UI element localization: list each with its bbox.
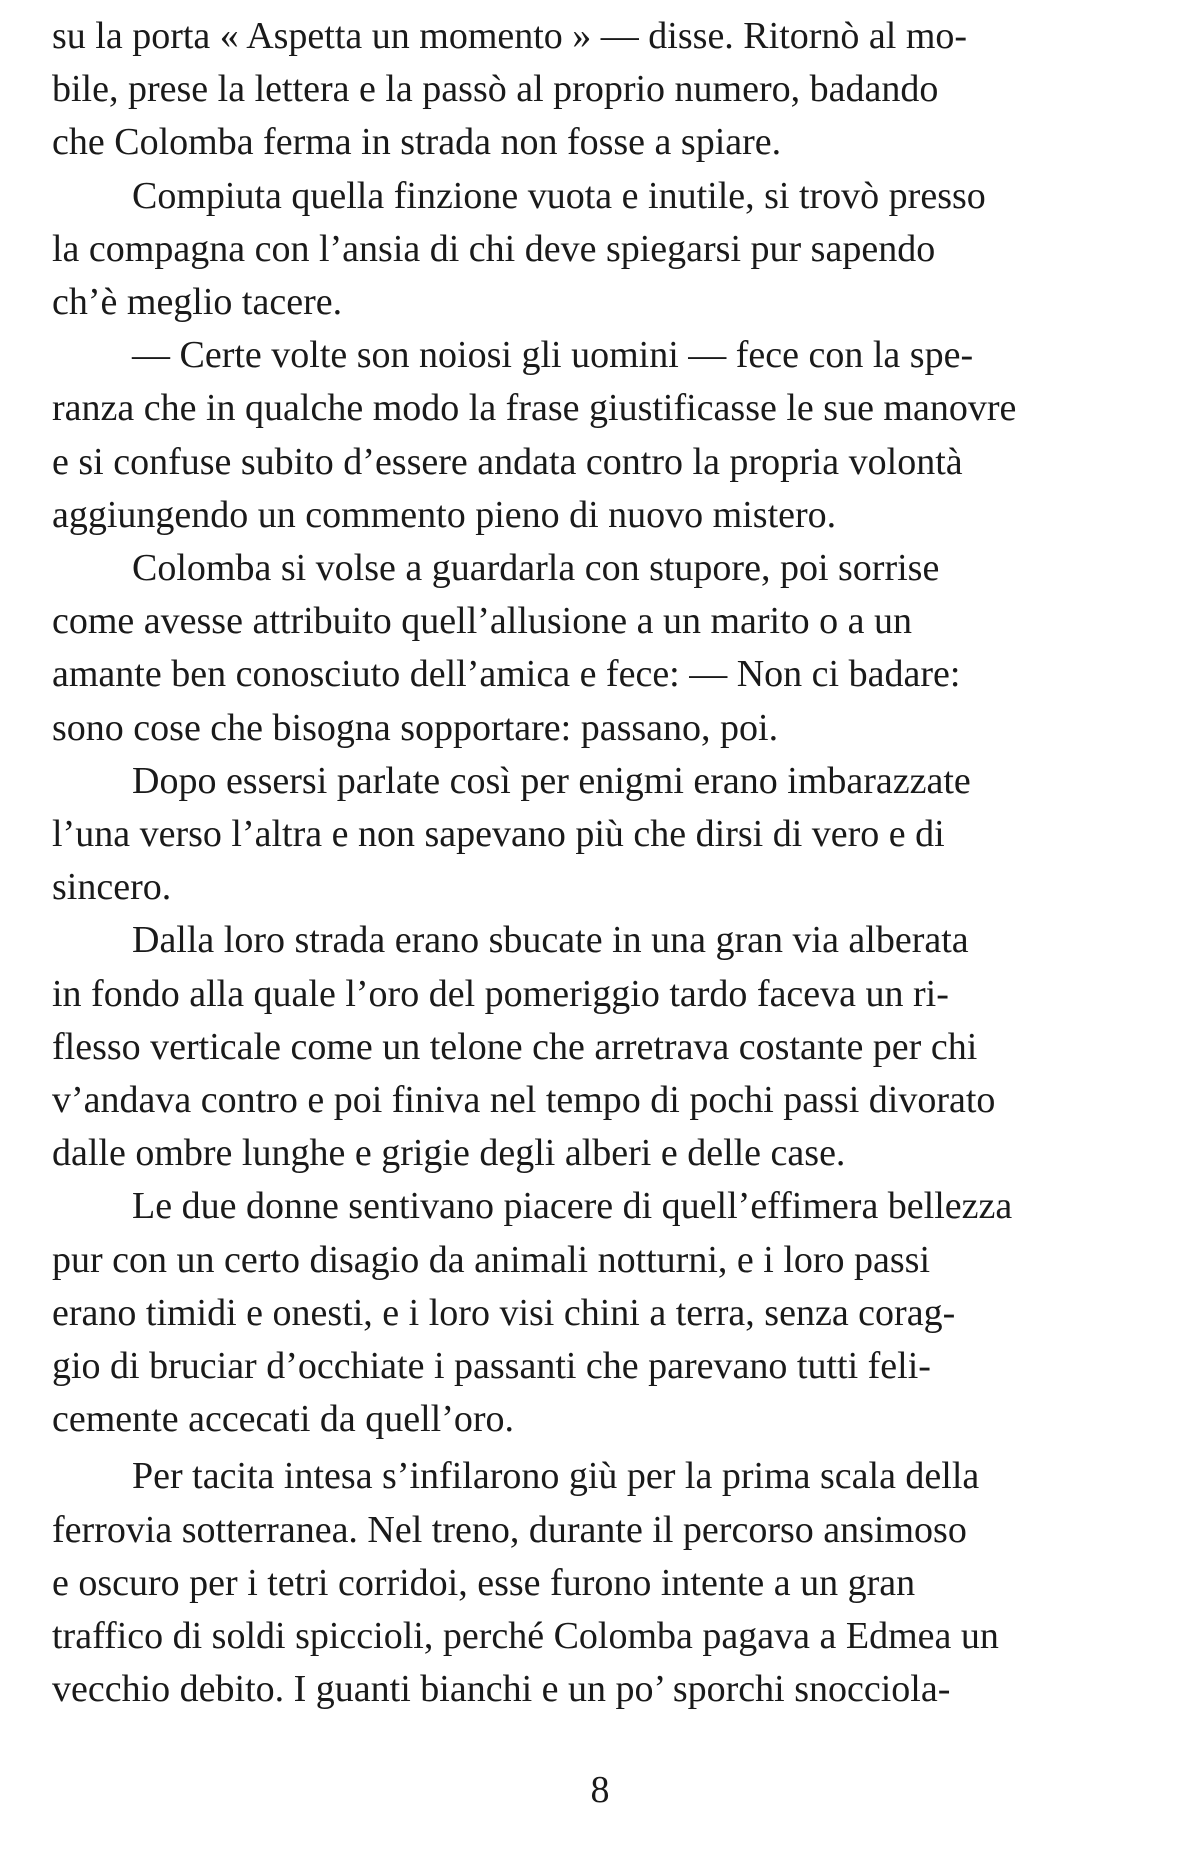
paragraph-8: Per tacita intesa s’infilarono giù per la prima scala della ferrovia sotterranea. Nel treno, durante il percorso ansimoso e oscuro per i tetri corridoi, esse furono intente a un gran traffico di soldi spiccioli, perché Colomba pagava a Edmea un vecchio debito. I guanti bianchi e un po’ sporchi snocciola-: [52, 1455, 999, 1711]
body-text: [52, 10, 1148, 1717]
paragraph-2: Compiuta quella finzione vuota e inutile, si trovò presso la compagna con l’ansia di chi deve spiegarsi pur sapendo ch’è meglio tacere.: [52, 174, 986, 324]
paragraph-3: — Certe volte son noiosi gli uomini — fece con la spe- ranza che in qualche modo la frase giustificasse le sue manovre e si confuse subito d’essere andata contro la propria volontà aggiungendo un commento pieno di nuovo mistero.: [52, 334, 1017, 536]
paragraph-5: Dopo essersi parlate così per enigmi erano imbarazzate l’una verso l’altra e non sapevano più che dirsi di vero e di sincero.: [52, 759, 971, 909]
paragraph-7: Le due donne sentivano piacere di quell’effimera bellezza pur con un certo disagio da animali notturni, e i loro passi erano timidi e onesti, e i loro visi chini a terra, senza corag- gio di bruciar d’occhiate i passanti che parevano tutti feli- cemente accecati da quell’oro.: [52, 1185, 1013, 1441]
paragraph-4: Colomba si volse a guardarla con stupore, poi sorrise come avesse attribuito quell’allusione a un marito o a un amante ben conosciuto dell’amica e fece: — Non ci badare: sono cose che bisogna sopportare: passano, poi.: [52, 547, 961, 749]
paragraph-6: Dalla loro strada erano sbucate in una gran via alberata in fondo alla quale l’oro del pomeriggio tardo faceva un ri- flesso verticale come un telone che arretrava costante per chi v’andava contro e poi finiva nel tempo di pochi passi divorato dalle ombre lunghe e grigie degli alberi e delle case.: [52, 919, 996, 1175]
page-number: 8: [590, 1769, 610, 1811]
paragraph-1: su la porta « Aspetta un momento » — disse. Ritornò al mo- bile, prese la lettera e la passò al proprio numero, badando che Colomba ferma in strada non fosse a spiare.: [52, 15, 968, 164]
